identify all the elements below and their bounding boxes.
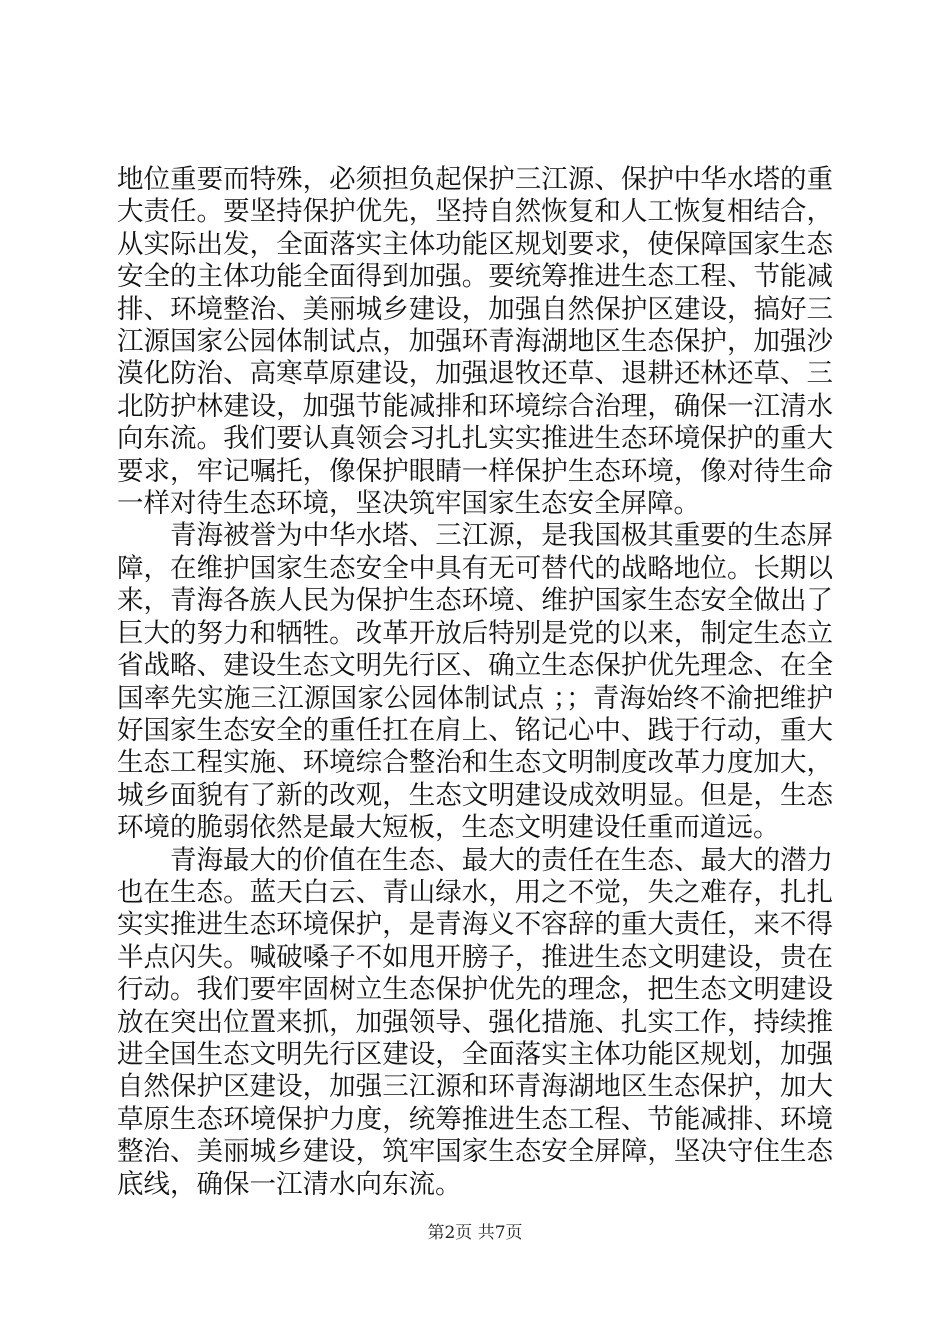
paragraph-3: 青海最大的价值在生态、最大的责任在生态、最大的潜力也在生态。蓝天白云、青山绿水，用之不觉，失之难存，扎扎实实推进生态环境保护，是青海义不容辞的重大责任，来不得半点闪失。喊破嗓子不如甩开膀子，推进生态文明建设，贵在行动。我们要牢固树立生态保护优先的理念，把生态文明建设放在突出位置来抓，加强领导、强化措施、扎实工作，持续推进全国生态文明先行区建设，全面落实主体功能区规划，加强自然保护区建设，加强三江源和环青海湖地区生态保护，加大草原生态环境保护力度，统筹推进生态工程、节能减排、环境整治、美丽城乡建设，筑牢国家生态安全屏障，坚决守住生态底线，确保一江清水向东流。	[117, 844, 833, 1200]
document-body	[117, 164, 833, 1201]
page-footer: 第2页 共7页	[427, 1223, 523, 1243]
paragraph-1: 地位重要而特殊，必须担负起保护三江源、保护中华水塔的重大责任。要坚持保护优先，坚持自然恢复和人工恢复相结合，从实际出发，全面落实主体功能区规划要求，使保障国家生态安全的主体功能全面得到加强。要统筹推进生态工程、节能减排、环境整治、美丽城乡建设，加强自然保护区建设，搞好三江源国家公园体制试点，加强环青海湖地区生态保护，加强沙漠化防治、高寒草原建设，加强退牧还草、退耕还林还草、三北防护林建设，加强节能减排和环境综合治理，确保一江清水向东流。我们要认真领会习扎扎实实推进生态环境保护的重大要求，牢记嘱托，像保护眼睛一样保护生态环境，像对待生命一样对待生态环境，坚决筑牢国家生态安全屏障。	[117, 164, 833, 520]
paragraph-2: 青海被誉为中华水塔、三江源，是我国极其重要的生态屏障，在维护国家生态安全中具有无可替代的战略地位。长期以来，青海各族人民为保护生态环境、维护国家生态安全做出了巨大的努力和牺牲。改革开放后特别是党的以来，制定生态立省战略、建设生态文明先行区、确立生态保护优先理念、在全国率先实施三江源国家公园体制试点 ；；青海始终不渝把维护好国家生态安全的重任扛在肩上、铭记心中、践于行动，重大生态工程实施、环境综合整治和生态文明制度改革力度加大，城乡面貌有了新的改观，生态文明建设成效明显。但是，生态环境的脆弱依然是最大短板，生态文明建设任重而道远。	[117, 520, 833, 844]
